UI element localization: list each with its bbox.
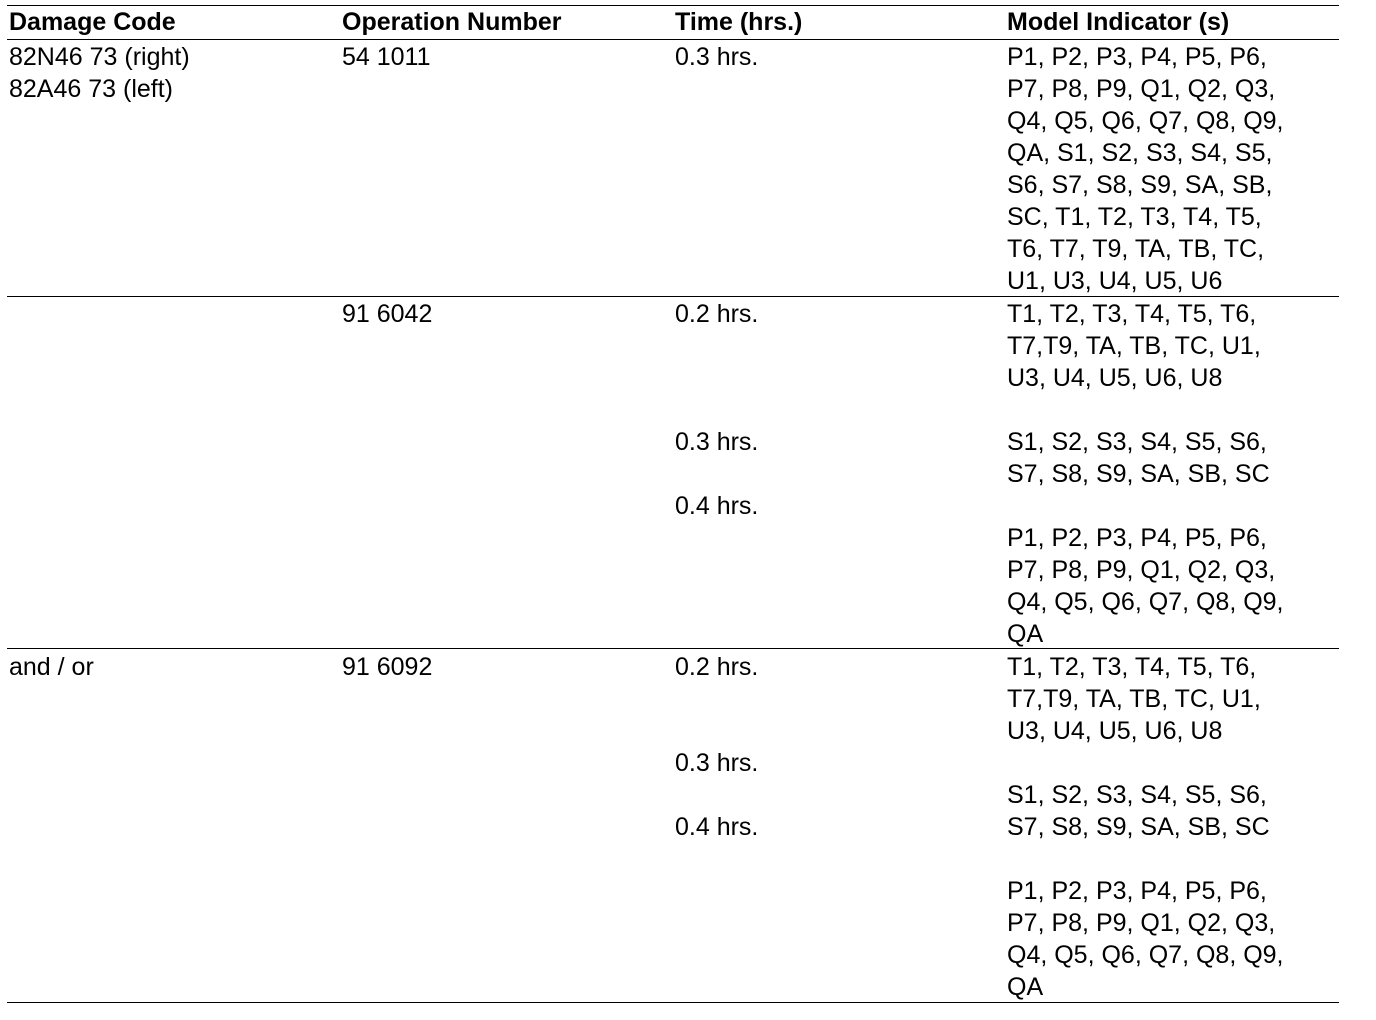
header-damage-code: Damage Code <box>9 8 176 36</box>
row2-time-2: 0.3 hrs. <box>675 428 759 456</box>
row2-models-1 <box>1007 298 1261 394</box>
model-line: S7, S8, S9, SA, SB, SC <box>1007 460 1270 488</box>
model-line: Q4, Q5, Q6, Q7, Q8, Q9, <box>1007 107 1284 135</box>
row3-operation-number: 91 6092 <box>342 653 433 681</box>
model-line: T1, T2, T3, T4, T5, T6, <box>1007 300 1257 328</box>
row2-models-2 <box>1007 426 1270 490</box>
model-line: U3, U4, U5, U6, U8 <box>1007 364 1223 392</box>
model-line: P7, P8, P9, Q1, Q2, Q3, <box>1007 75 1276 103</box>
model-line: QA, S1, S2, S3, S4, S5, <box>1007 139 1273 167</box>
row2-time-1: 0.2 hrs. <box>675 300 759 328</box>
model-line: Q4, Q5, Q6, Q7, Q8, Q9, <box>1007 588 1284 616</box>
model-line: P7, P8, P9, Q1, Q2, Q3, <box>1007 909 1276 937</box>
row2-rule <box>7 648 1339 649</box>
damage-code-line: 82A46 73 (left) <box>9 75 173 103</box>
header-operation-number: Operation Number <box>342 8 562 36</box>
row2-time-3: 0.4 hrs. <box>675 492 759 520</box>
model-line: QA <box>1007 620 1044 648</box>
damage-code-line: and / or <box>9 653 94 681</box>
header-model-indicator: Model Indicator (s) <box>1007 8 1230 36</box>
row2-models-3 <box>1007 522 1284 650</box>
model-line: SC, T1, T2, T3, T4, T5, <box>1007 203 1262 231</box>
row3-models-3 <box>1007 875 1284 1003</box>
header-rule <box>7 39 1339 40</box>
model-line: P1, P2, P3, P4, P5, P6, <box>1007 877 1267 905</box>
model-line: T1, T2, T3, T4, T5, T6, <box>1007 653 1257 681</box>
model-line: S7, S8, S9, SA, SB, SC <box>1007 813 1270 841</box>
row1-rule <box>7 296 1339 297</box>
row3-time-3: 0.4 hrs. <box>675 813 759 841</box>
row3-time-2: 0.3 hrs. <box>675 749 759 777</box>
model-line: U3, U4, U5, U6, U8 <box>1007 717 1223 745</box>
row3-models-1 <box>1007 651 1261 747</box>
model-line: U1, U3, U4, U5, U6 <box>1007 267 1223 295</box>
model-line: QA <box>1007 973 1044 1001</box>
model-line: S1, S2, S3, S4, S5, S6, <box>1007 781 1267 809</box>
model-line: T7,T9, TA, TB, TC, U1, <box>1007 685 1261 713</box>
damage-code-line: 82N46 73 (right) <box>9 43 190 71</box>
header-time: Time (hrs.) <box>675 8 803 36</box>
row3-damage-code <box>9 651 94 683</box>
model-line: T6, T7, T9, TA, TB, TC, <box>1007 235 1265 263</box>
row3-models-2 <box>1007 779 1270 843</box>
table-bottom-rule <box>7 1002 1339 1003</box>
row1-models-1 <box>1007 41 1284 297</box>
model-line: S6, S7, S8, S9, SA, SB, <box>1007 171 1273 199</box>
row1-time-1: 0.3 hrs. <box>675 43 759 71</box>
row1-damage-code <box>9 41 190 105</box>
model-line: T7,T9, TA, TB, TC, U1, <box>1007 332 1261 360</box>
model-line: P7, P8, P9, Q1, Q2, Q3, <box>1007 556 1276 584</box>
row2-operation-number: 91 6042 <box>342 300 433 328</box>
row1-operation-number: 54 1011 <box>342 43 431 71</box>
row3-time-1: 0.2 hrs. <box>675 653 759 681</box>
model-line: S1, S2, S3, S4, S5, S6, <box>1007 428 1267 456</box>
model-line: Q4, Q5, Q6, Q7, Q8, Q9, <box>1007 941 1284 969</box>
model-line: P1, P2, P3, P4, P5, P6, <box>1007 524 1267 552</box>
model-line: P1, P2, P3, P4, P5, P6, <box>1007 43 1267 71</box>
